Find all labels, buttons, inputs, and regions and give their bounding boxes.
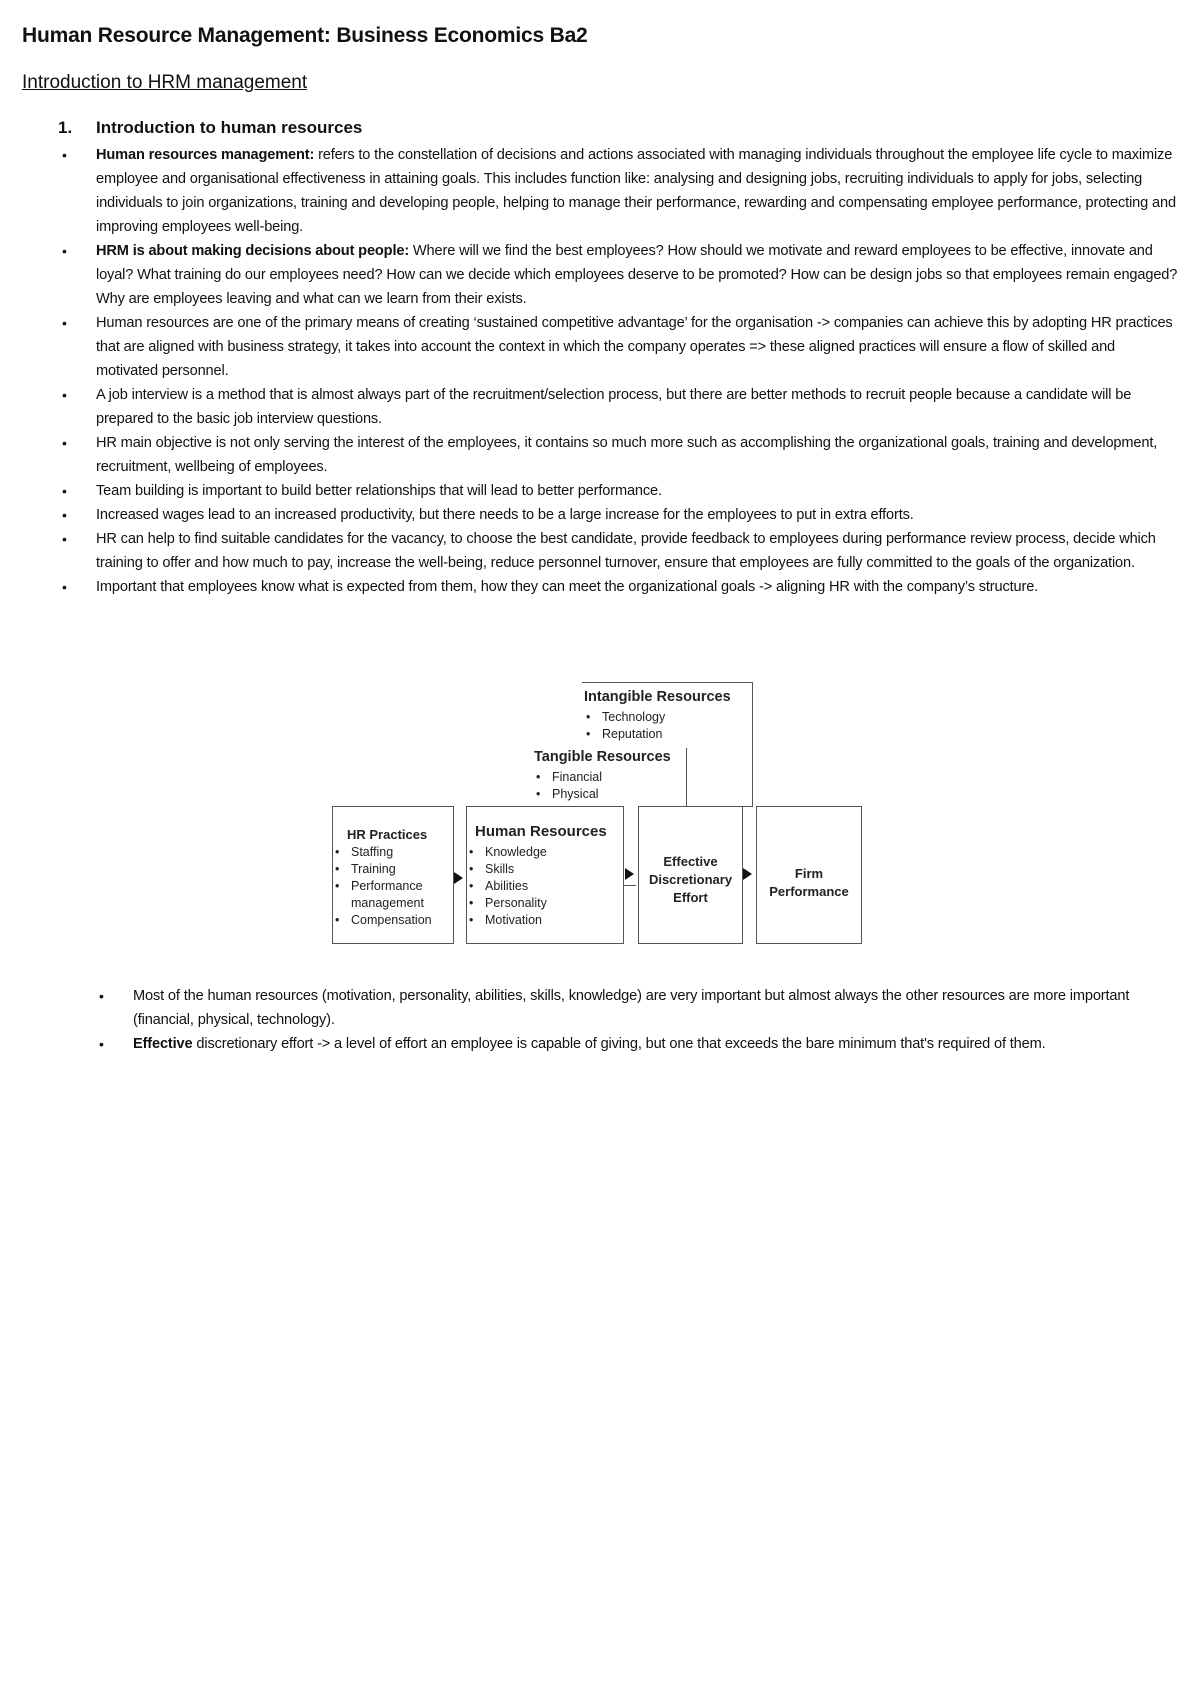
bullet-text: Most of the human resources (motivation, personality, abilities, skills, knowledge) are very important but almost always the other resources are more important (financial, physical, technology).	[133, 988, 1130, 1028]
bullet-bold-term: Human resources management:	[96, 147, 315, 163]
document-title: Human Resource Management: Business Economics Ba2	[22, 24, 588, 47]
human-resource-item: • Abilities	[467, 878, 621, 895]
bullet-text: discretionary effort -> a level of effort an employee is capable of giving, but one that exceeds the bare minimum that's required of them.	[192, 1036, 1046, 1052]
human-resource-item: • Personality	[467, 895, 621, 912]
hr-practice-item: • Staffing	[333, 844, 451, 861]
tangible-item: • Physical	[534, 786, 602, 803]
human-resource-item: • Motivation	[467, 912, 621, 929]
human-resources-box	[466, 806, 624, 944]
hr-practices-title: HR Practices	[347, 827, 428, 842]
tangible-item: • Financial	[534, 769, 602, 786]
bullet-text: HR main objective is not only serving the interest of the employees, it contains so much more such as accomplishing the organizational goals, training and development, recruitment, wellbeing of employees.	[96, 435, 1158, 475]
hr-practice-item: • Performance management	[333, 878, 451, 912]
hrm-model-diagram	[332, 682, 872, 944]
effort-box	[638, 806, 743, 944]
list-item	[96, 239, 1178, 311]
bullet-text: Increased wages lead to an increased productivity, but there needs to be a large increase for the employees to put in extra efforts.	[96, 507, 914, 523]
intangible-frame-right	[752, 682, 753, 806]
bullet-list	[96, 143, 1178, 599]
arrow-right-icon	[625, 868, 634, 880]
list-item	[96, 143, 1178, 239]
list-item	[96, 431, 1178, 479]
tangible-resources-list	[534, 769, 602, 803]
intangible-resources-list	[584, 709, 665, 743]
arrow-right-icon	[454, 872, 463, 884]
bullet-bold-term: Effective	[133, 1036, 193, 1052]
arrow-underline	[624, 885, 636, 886]
list-item	[96, 503, 1178, 527]
firm-performance-box	[756, 806, 862, 944]
subsection-title: Introduction to human resources	[96, 118, 363, 137]
bullet-text: Important that employees know what is expected from them, how they can meet the organizational goals -> aligning HR with the company’s structure.	[96, 579, 1039, 595]
hr-practices-box	[332, 806, 454, 944]
bullet-text: Team building is important to build better relationships that will lead to better performance.	[96, 483, 662, 499]
subsection-heading	[58, 118, 362, 138]
bullet-list-after-diagram	[133, 984, 1178, 1056]
human-resource-item: • Skills	[467, 861, 621, 878]
list-item	[96, 383, 1178, 431]
hr-practice-item: • Training	[333, 861, 451, 878]
list-item	[96, 311, 1178, 383]
intangible-frame-top	[582, 682, 752, 683]
section-heading: Introduction to HRM management	[22, 72, 308, 93]
human-resources-title: Human Resources	[475, 823, 607, 840]
subsection-number: 1.	[58, 118, 73, 137]
bullet-text: HR can help to find suitable candidates for the vacancy, to choose the best candidate, provide feedback to employees during performance review process, decide which training to offer and how much to pay, increase the well-being, reduce personnel turnover, ensure that employees are fully committed to the goals of the organization.	[96, 531, 1156, 571]
list-item	[133, 984, 1178, 1032]
hr-practices-list	[333, 844, 451, 929]
firm-performance-title: Firm Performance	[769, 866, 849, 899]
list-item	[96, 527, 1178, 575]
bullet-text: Human resources are one of the primary means of creating ‘sustained competitive advantage’ for the organisation -> companies can achieve this by adopting HR practices that are aligned with business strategy, it takes into account the context in which the company operates => these aligned practices will ensure a flow of skilled and motivated personnel.	[96, 315, 1173, 379]
intangible-resources-title: Intangible Resources	[584, 689, 731, 705]
hr-practice-item: • Compensation	[333, 912, 451, 929]
human-resources-list	[467, 844, 621, 929]
list-item	[133, 1032, 1178, 1056]
bullet-text: A job interview is a method that is almost always part of the recruitment/selection process, but there are better methods to recruit people because a candidate will be prepared to the basic job interview questions.	[96, 387, 1132, 427]
bullet-bold-term: HRM is about making decisions about people:	[96, 243, 410, 259]
bullet-text: refers to the constellation of decisions and actions associated with managing individuals throughout the employee life cycle to maximize employee and organisational effectiveness in attaining goals. This includes function like: analysing and designing jobs, recruiting individuals to apply for jobs, selecting individuals to join organizations, training and developing people, helping to manage their performance, rewarding and compensating employee performance, protecting and improving employees well-being.	[96, 147, 1176, 235]
list-item	[96, 479, 1178, 503]
intangible-item: • Technology	[584, 709, 665, 726]
tangible-resources-title: Tangible Resources	[534, 749, 671, 765]
human-resource-item: • Knowledge	[467, 844, 621, 861]
arrow-right-icon	[743, 868, 752, 880]
effort-title: Effective Discretionary Effort	[648, 854, 733, 905]
tangible-connector	[686, 748, 687, 806]
bullet-text: Where will we find the best employees? How should we motivate and reward employees to be effective, innovate and loyal? What training do our employees need? How can we decide which employees deserve to be promoted? How can be design jobs so that employees remain engaged? Why are employees leaving and what can we learn from their exists.	[96, 243, 1178, 307]
intangible-item: • Reputation	[584, 726, 665, 743]
list-item	[96, 575, 1178, 599]
